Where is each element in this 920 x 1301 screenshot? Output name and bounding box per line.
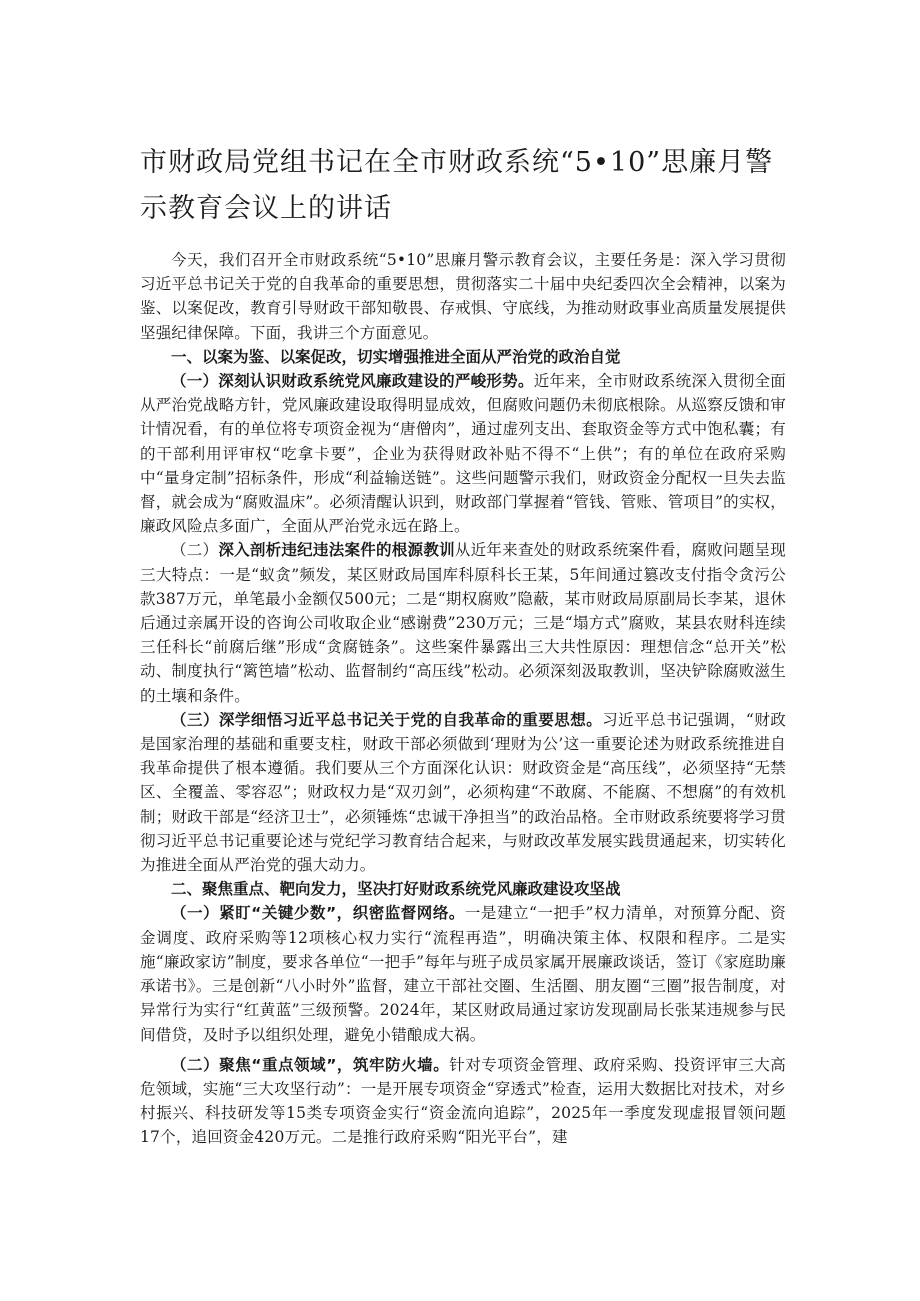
paragraph-body: 从近年来查处的财政系统案件看，腐败问题呈现三大特点：一是“蚁贪”频发，某区财政局国库科原科长王某，5年间通过篡改支付指令贪污公款387万元，单笔最小金额仅500元；二是“期权腐败”隐蔽，某市财政局原副局长李某，退休后通过亲属开设的咨询公司收取企业“感谢费”230万元；三是“塌方式”腐败，某县农财科连续三任科长“前腐后继”形成“贪腐链条”。这些案件暴露出三大共性原因：理想信念“总开关”松动、制度执行“篱笆墙”松动、监督制约“高压线”松动。必须深刻汲取教训，坚决铲除腐败滋生的土壤和条件。: [140, 541, 786, 705]
page-title: 市财政局党组书记在全市财政系统“5•10”思廉月警示教育会议上的讲话: [140, 147, 774, 224]
section-2-heading: 二、聚焦重点、靶向发力，坚决打好财政系统党风廉政建设攻坚战: [171, 880, 621, 899]
paragraph-lead: 深入剖析违纪违法案件的根源教训: [218, 541, 455, 560]
paragraph-body: 近年来，全市财政系统深入贯彻全面从严治党战略方针，党风廉政建设取得明显成效，但腐败问题仍未彻底根除。从巡察反馈和审计情况看，有的单位将专项资金视为“唐僧肉”，通过虚列支出、套取资金等方式中饱私囊；有的干部利用评审权“吃拿卡要”，企业为获得财政补贴不得不“上供”；有的单位在政府采购中“量身定制”招标条件，形成“利益输送链”。这些问题警示我们，财政资金分配权一旦失去监督，就会成为“腐败温床”。必须清醒认识到，财政部门掌握着“管钱、管账、管项目”的实权，廉政风险点多面广，全面从严治党永远在路上。: [140, 372, 786, 536]
intro-paragraph: 今天，我们召开全市财政系统“5•10”思廉月警示教育会议，主要任务是：深入学习贯彻习近平总书记关于党的自我革命的重要思想，贯彻落实二十届中央纪委四次全会精神，以案为鉴、以案促改，教育引导财政干部知敬畏、存戒惧、守底线，为推动财政事业高质量发展提供坚强纪律保障。下面，我讲三个方面意见。: [140, 251, 786, 342]
section-1-paragraph-3: [140, 708, 786, 877]
paragraph-body: 针对专项资金管理、政府采购、投资评审三大高危领域，实施“三大攻坚行动”：一是开展专项资金“穿透式”检查，运用大数据比对技术，对乡村振兴、科技研发等15类专项资金实行“资金流向追踪”，2025年一季度发现虚报冒领问题17个，追回资金420万元。二是推行政府采购“阳光平台”，建: [140, 1055, 786, 1147]
section-2-paragraph-1: [140, 901, 786, 1046]
document-page: [140, 140, 786, 1150]
paragraph-lead: （一）紧盯“关键少数”，织密监督网络。: [171, 904, 465, 923]
paragraph-lead: （三）深学细悟习近平总书记关于党的自我革命的重要思想。: [171, 710, 603, 729]
section-1-paragraph-1: [140, 369, 786, 538]
section-2-paragraph-2: [140, 1053, 786, 1150]
paragraph-lead: （二）聚焦“重点领域”，筑牢防火墙。: [171, 1055, 450, 1074]
paragraph-lead: （一）深刻认识财政系统党风廉政建设的严峻形势。: [171, 372, 534, 391]
paragraph-prefix: （二）: [171, 541, 219, 560]
paragraph-body: 习近平总书记强调，“财政是国家治理的基础和重要支柱，财政干部必须做到‘理财为公’这一重要论述为财政系统推进自我革命提供了根本遵循。我们要从三个方面深化认识：财政资金是“高压线”，必须坚持“无禁区、全覆盖、零容忍”；财政权力是“双刃剑”，必须构建“不敢腐、不能腐、不想腐”的有效机制；财政干部是“经济卫士”，必须锤炼“忠诚干净担当”的政治品格。全市财政系统要将学习贯彻习近平总书记重要论述与党纪学习教育结合起来，与财政改革发展实践贯通起来，切实转化为推进全面从严治党的强大动力。: [140, 710, 786, 875]
paragraph-body: 一是建立“一把手”权力清单，对预算分配、资金调度、政府采购等12项核心权力实行“流程再造”，明确决策主体、权限和程序。二是实施“廉政家访”制度，要求各单位“一把手”每年与班子成员家属开展廉政谈话，签订《家庭助廉承诺书》。三是创新“八小时外”监督，建立干部社交圈、生活圈、朋友圈“三圈”报告制度，对异常行为实行“红黄蓝”三级预警。2024年，某区财政局通过家访发现副局长张某违规参与民间借贷，及时予以组织处理，避免小错酿成大祸。: [140, 904, 786, 1044]
section-1-paragraph-2: [140, 538, 786, 707]
section-1-heading: 一、以案为鉴、以案促改，切实增强推进全面从严治党的政治自觉: [171, 347, 621, 366]
